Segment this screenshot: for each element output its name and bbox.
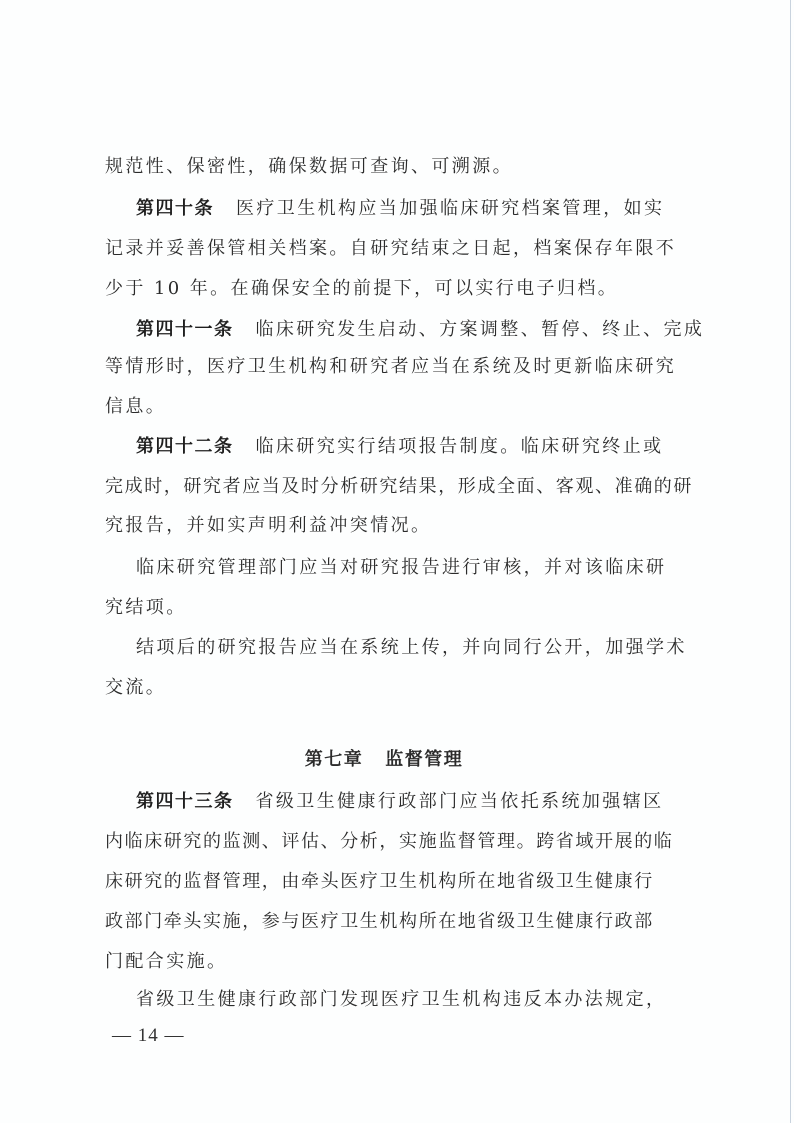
- chapter-title: 监督管理: [385, 749, 464, 770]
- text-line: 门配合实施。: [105, 951, 228, 972]
- article-40-first-line: [136, 194, 736, 224]
- text-line: 内临床研究的监测、评估、分析，实施监督管理。跨省域开展的临: [105, 831, 674, 852]
- chapter-heading: [0, 745, 768, 775]
- chapter-number: 第七章: [304, 749, 364, 770]
- text-line: 等情形时，医疗卫生机构和研究者应当在系统及时更新临床研究: [105, 356, 677, 377]
- text-line: 究结项。: [105, 597, 187, 618]
- article-41-first-line: [136, 315, 736, 345]
- article-text: 省级卫生健康行政部门应当依托系统加强辖区: [255, 791, 664, 812]
- text-line: 床研究的监督管理，由牵头医疗卫生机构所在地省级卫生健康行: [105, 871, 654, 892]
- text-line: 规范性、保密性，确保数据可查询、可溯源。: [105, 156, 513, 177]
- text-line: 究报告，并如实声明利益冲突情况。: [105, 515, 432, 536]
- article-label: 第四十条: [136, 198, 214, 219]
- text-line: 交流。: [105, 677, 167, 698]
- text-line: 完成时，研究者应当及时分析研究结果，形成全面、客观、准确的研: [105, 476, 693, 497]
- article-label: 第四十二条: [136, 436, 234, 457]
- text-line: 少于 10 年。在确保安全的前提下，可以实行电子归档。: [105, 278, 619, 299]
- paragraph-first-line: 临床研究管理部门应当对研究报告进行审核，并对该临床研: [136, 557, 667, 578]
- article-43-first-line: [136, 787, 736, 817]
- article-42-first-line: [136, 432, 736, 462]
- text-line: 信息。: [105, 396, 167, 417]
- text-line: 记录并妥善保管相关档案。自研究结束之日起，档案保存年限不: [105, 238, 677, 259]
- page-number: — 14 —: [112, 1025, 185, 1046]
- paragraph-first-line: 结项后的研究报告应当在系统上传，并向同行公开，加强学术: [136, 637, 687, 658]
- text-line: 政部门牵头实施，参与医疗卫生机构所在地省级卫生健康行政部: [105, 911, 654, 932]
- page-edge-line: [790, 0, 791, 1123]
- paragraph-first-line: 省级卫生健康行政部门发现医疗卫生机构违反本办法规定，: [136, 989, 667, 1010]
- article-text: 临床研究实行结项报告制度。临床研究终止或: [255, 436, 664, 457]
- article-text: 医疗卫生机构应当加强临床研究档案管理，如实: [236, 198, 665, 219]
- article-text: 临床研究发生启动、方案调整、暂停、终止、完成: [255, 319, 705, 340]
- article-label: 第四十一条: [136, 319, 234, 340]
- article-label: 第四十三条: [136, 791, 234, 812]
